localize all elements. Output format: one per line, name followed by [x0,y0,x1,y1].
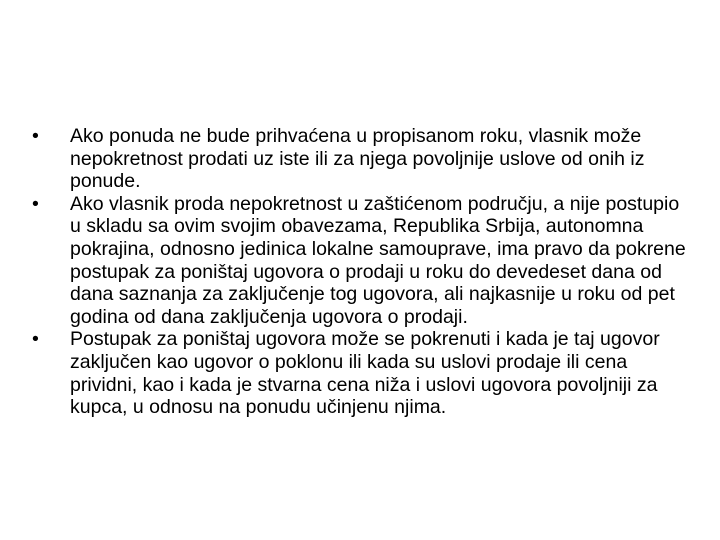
bullet-list [32,125,687,419]
bullet-item-2 [32,193,687,329]
bullet-text-2: Ako vlasnik proda nepokretnost u zaštićenom području, a nije postupio u skladu sa ovim svojim obavezama, Republika Srbija, autonomna pokrajina, odnosno jedinica lokalne samouprave, ima pravo da pokrene postupak za poništaj ugovora o prodaji u roku do devedeset dana od dana saznanja za zaključenje tog ugovora, ali najkasnije u roku od pet godina od dana zaključenja ugovora o prodaji. [70,192,686,328]
bullet-text-1: Ako ponuda ne bude prihvaćena u propisanom roku, vlasnik može nepokretnost prodati uz iste ili za njega povoljnije uslove od onih iz ponude. [70,125,645,193]
bullet-icon: • [32,125,39,147]
bullet-text-3: Postupak za poništaj ugovora može se pokrenuti i kada je taj ugovor zaključen kao ugovor o poklonu ili kada su uslovi prodaje ili cena prividni, kao i kada je stvarna cena niža i uslovi ugovora povoljniji za kupca, u odnosu na ponudu učinjenu njima. [70,328,660,419]
bullet-item-1 [32,125,687,193]
bullet-icon: • [32,192,39,215]
bullet-icon: • [32,328,39,351]
bullet-item-3 [32,328,687,418]
